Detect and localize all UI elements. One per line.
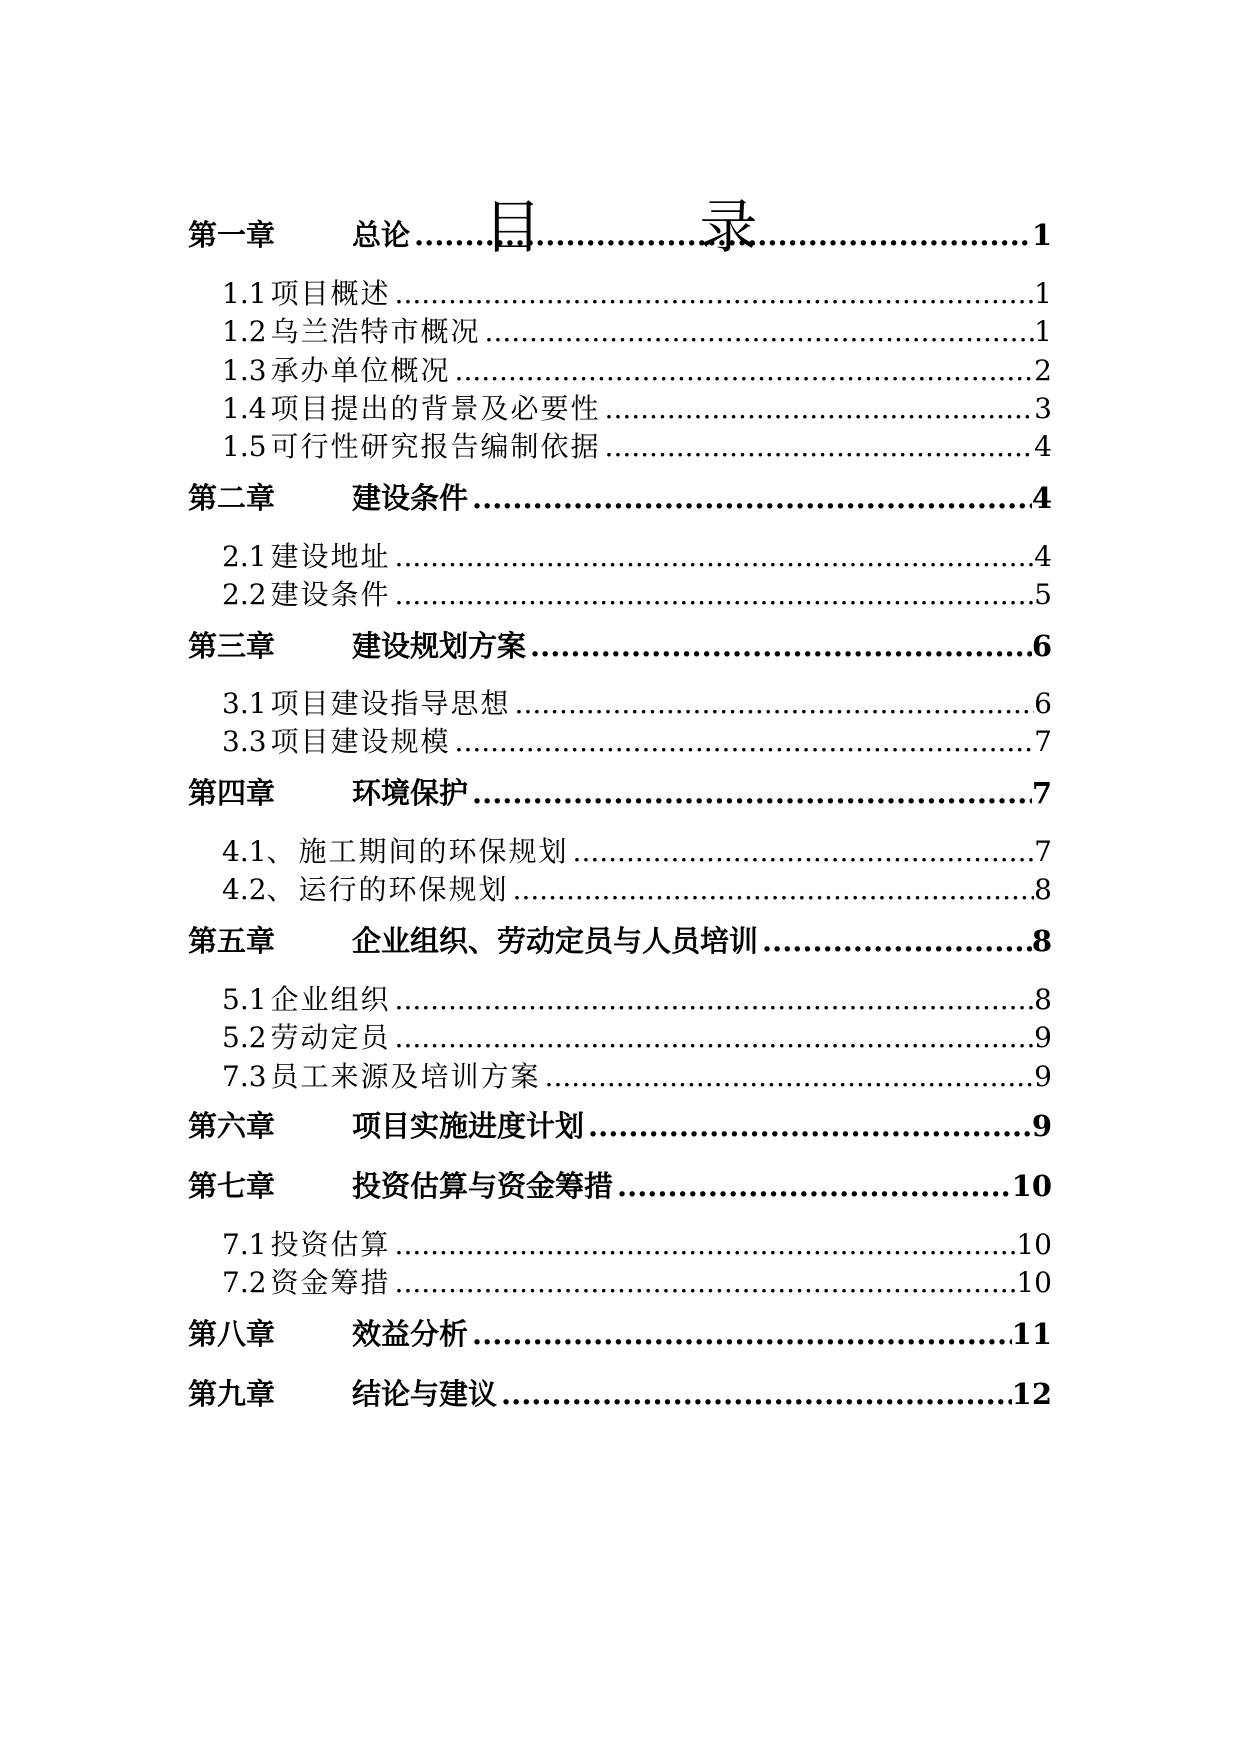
toc-entry-page: 8 [1031, 924, 1052, 958]
toc-entry-page: 7 [1031, 776, 1052, 810]
dot-leader [530, 626, 1032, 666]
toc-section-5-2[interactable] [222, 1019, 1052, 1057]
toc-entry-title: 建设条件 [352, 481, 469, 515]
dot-leader [395, 1019, 1035, 1057]
toc-entry-number: 4.2、 [222, 873, 295, 906]
toc-entry-number: 7.1 [222, 1228, 267, 1261]
toc-entry-page: 8 [1034, 983, 1052, 1016]
dot-leader [605, 428, 1035, 466]
toc-entry-page: 9 [1031, 1109, 1052, 1143]
toc-entry-title: 项目建设规模 [270, 725, 451, 758]
toc-entry-number: 第五章 [188, 924, 276, 958]
toc-entry-title: 投资估算与资金筹措 [352, 1169, 614, 1203]
toc-entry-title: 项目实施进度计划 [352, 1109, 585, 1143]
toc-chapter-2[interactable] [188, 478, 1052, 518]
toc-entry-title: 承办单位概况 [270, 354, 451, 387]
toc-entry-title: 建设规划方案 [352, 629, 527, 663]
toc-section-5-1[interactable] [222, 981, 1052, 1019]
toc-entry-title: 企业组织 [270, 983, 391, 1016]
toc-chapter-7[interactable] [188, 1166, 1052, 1206]
toc-section-1-2[interactable] [222, 313, 1052, 351]
dot-leader [588, 1106, 1032, 1146]
toc-entry-page: 1 [1034, 315, 1052, 348]
toc-chapter-6[interactable] [188, 1106, 1052, 1146]
toc-entry-page: 7 [1034, 725, 1052, 758]
dot-leader [472, 1314, 1012, 1354]
toc-entry-number: 第二章 [188, 481, 276, 515]
dot-leader [395, 576, 1035, 614]
dot-leader [455, 352, 1035, 390]
toc-entry-page: 3 [1034, 392, 1052, 425]
toc-entry-title: 施工期间的环保规划 [298, 835, 569, 868]
toc-entry-number: 第六章 [188, 1109, 276, 1143]
toc-section-4-2[interactable] [222, 871, 1052, 909]
dot-leader [395, 981, 1035, 1019]
toc-entry-title: 员工来源及培训方案 [270, 1060, 541, 1093]
toc-section-1-1[interactable] [222, 275, 1052, 313]
toc-section-1-5[interactable] [222, 428, 1052, 466]
dot-leader [395, 538, 1035, 576]
dot-leader [513, 871, 1035, 909]
dot-leader [501, 1374, 1012, 1414]
toc-entry-title: 项目概述 [270, 277, 391, 310]
dot-leader [617, 1166, 1012, 1206]
toc-section-7-3[interactable] [222, 1058, 1052, 1096]
toc-entry-page: 9 [1034, 1060, 1052, 1093]
toc-entry-number: 5.1 [222, 983, 267, 1016]
dot-leader [395, 1226, 1017, 1264]
toc-entry-title: 环境保护 [352, 776, 469, 810]
dot-leader [455, 723, 1035, 761]
toc-entry-title: 投资估算 [270, 1228, 391, 1261]
toc-entry-number: 第一章 [188, 218, 276, 252]
toc-entry-number: 1.3 [222, 354, 267, 387]
toc-entry-page: 10 [1016, 1266, 1052, 1299]
toc-entry-title: 乌兰浩特市概况 [270, 315, 481, 348]
toc-entry-page: 1 [1031, 218, 1052, 252]
dot-leader [762, 921, 1032, 961]
toc-entry-page: 5 [1034, 578, 1052, 611]
toc-entry-number: 7.2 [222, 1266, 267, 1299]
toc-entry-number: 7.3 [222, 1060, 267, 1093]
toc-entry-title: 运行的环保规划 [298, 873, 509, 906]
toc-entry-title: 可行性研究报告编制依据 [270, 430, 601, 463]
toc-entry-number: 第三章 [188, 629, 276, 663]
dot-leader [545, 1058, 1035, 1096]
toc-entry-title: 劳动定员 [270, 1021, 391, 1054]
page-title: 目 录 [483, 192, 808, 261]
toc-section-1-4[interactable] [222, 390, 1052, 428]
toc-entry-page: 10 [1016, 1228, 1052, 1261]
toc-entry-title: 企业组织、劳动定员与人员培训 [352, 924, 759, 958]
toc-entry-title: 建设条件 [270, 578, 391, 611]
dot-leader [515, 685, 1035, 723]
toc-entry-page: 9 [1034, 1021, 1052, 1054]
toc-entry-page: 6 [1034, 687, 1052, 720]
toc-entry-page: 7 [1034, 835, 1052, 868]
toc-section-7-1[interactable] [222, 1226, 1052, 1264]
toc-section-3-1[interactable] [222, 685, 1052, 723]
toc-entry-page: 4 [1031, 481, 1052, 515]
toc-entry-number: 2.2 [222, 578, 267, 611]
dot-leader [605, 390, 1035, 428]
toc-chapter-3[interactable] [188, 626, 1052, 666]
toc-entry-title: 项目提出的背景及必要性 [270, 392, 601, 425]
toc-entry-number: 1.2 [222, 315, 267, 348]
toc-chapter-8[interactable] [188, 1314, 1052, 1354]
toc-entry-page: 10 [1011, 1169, 1052, 1203]
toc-entry-title: 建设地址 [270, 540, 391, 573]
toc-chapter-1[interactable] [188, 215, 1052, 255]
dot-leader [395, 1264, 1017, 1302]
toc-entry-title: 资金筹措 [270, 1266, 391, 1299]
dot-leader [395, 275, 1035, 313]
toc-entry-number: 2.1 [222, 540, 267, 573]
toc-entry-number: 5.2 [222, 1021, 267, 1054]
toc-chapter-9[interactable] [188, 1374, 1052, 1414]
dot-leader [485, 313, 1035, 351]
toc-entry-page: 8 [1034, 873, 1052, 906]
dot-leader [573, 833, 1035, 871]
toc-entry-number: 4.1、 [222, 835, 295, 868]
toc-entry-number: 1.1 [222, 277, 267, 310]
dot-leader [472, 478, 1032, 518]
toc-entry-page: 12 [1011, 1377, 1052, 1411]
toc-entry-title: 总论 [352, 218, 411, 252]
toc-section-4-1[interactable] [222, 833, 1052, 871]
toc-entry-number: 3.1 [222, 687, 267, 720]
toc-entry-page: 2 [1034, 354, 1052, 387]
toc-entry-title: 效益分析 [352, 1317, 469, 1351]
toc-section-1-3[interactable] [222, 352, 1052, 390]
toc-entry-number: 第四章 [188, 776, 276, 810]
dot-leader [472, 773, 1032, 813]
toc-entry-title: 结论与建议 [352, 1377, 498, 1411]
toc-entry-page: 4 [1034, 540, 1052, 573]
toc-chapter-5[interactable] [188, 921, 1052, 961]
toc-section-3-3[interactable] [222, 723, 1052, 761]
toc-entry-page: 6 [1031, 629, 1052, 663]
toc-chapter-4[interactable] [188, 773, 1052, 813]
toc-entry-number: 1.4 [222, 392, 267, 425]
toc-entry-number: 第九章 [188, 1377, 276, 1411]
toc-entry-page: 4 [1034, 430, 1052, 463]
toc-section-2-2[interactable] [222, 576, 1052, 614]
toc-entry-page: 1 [1034, 277, 1052, 310]
dot-leader [414, 215, 1032, 255]
toc-section-7-2[interactable] [222, 1264, 1052, 1302]
toc-entry-title: 项目建设指导思想 [270, 687, 511, 720]
toc-section-2-1[interactable] [222, 538, 1052, 576]
toc-entry-number: 3.3 [222, 725, 267, 758]
toc-entry-number: 第八章 [188, 1317, 276, 1351]
toc-entry-number: 第七章 [188, 1169, 276, 1203]
toc-entry-page: 11 [1011, 1317, 1052, 1351]
toc-entry-number: 1.5 [222, 430, 267, 463]
